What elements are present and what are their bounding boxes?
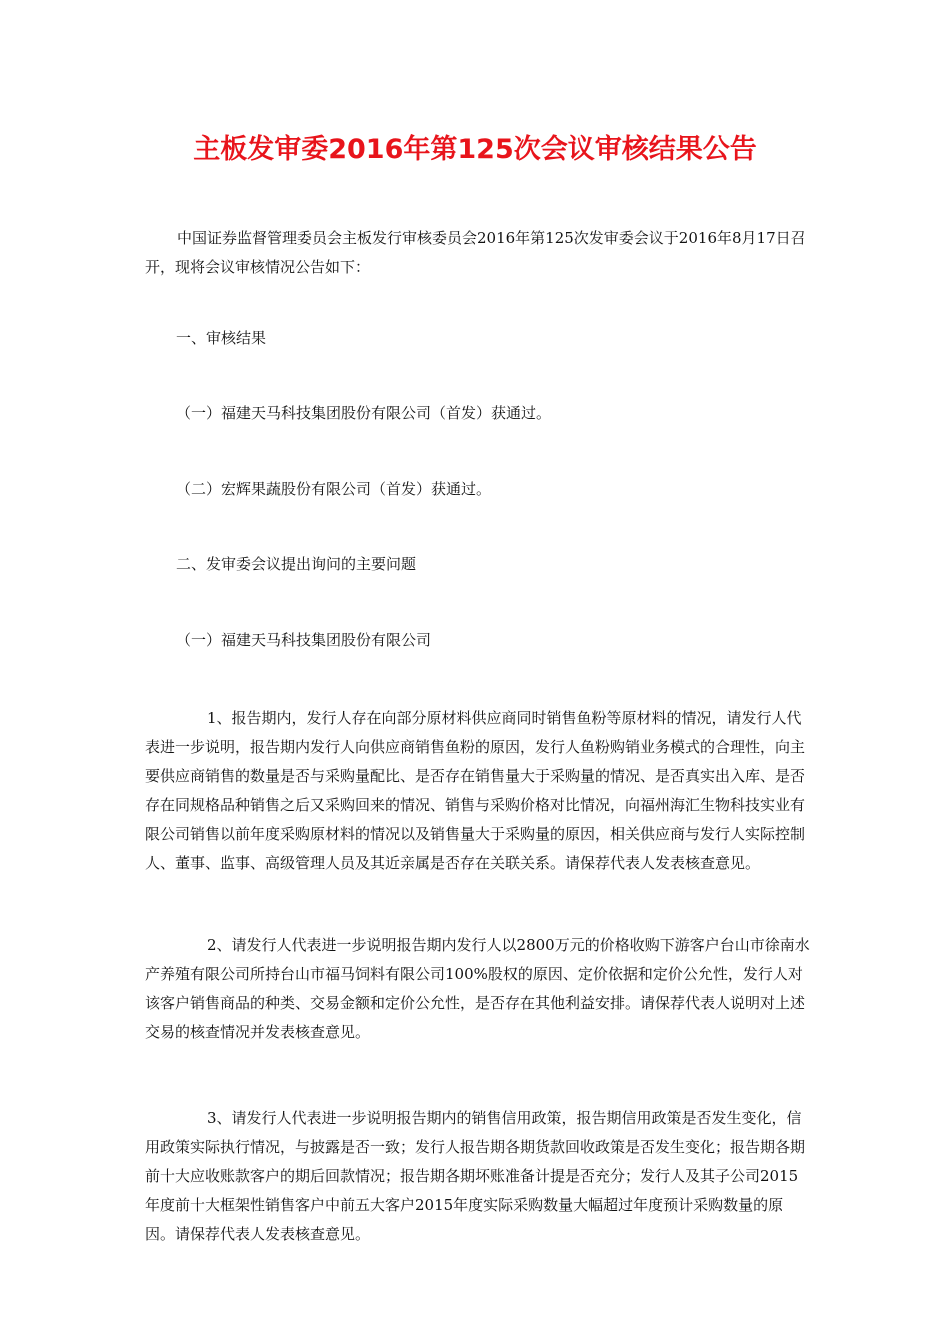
question-paragraph-1: 1、报告期内，发行人存在向部分原材料供应商同时销售鱼粉等原材料的情况，请发行人代表进一步说明，报告期内发行人向供应商销售鱼粉的原因，发行人鱼粉购销业务模式的合理性，向主要供应商销售的数量是否与采购量配比、是否存在销售量大于采购量的情况、是否真实出入库、是否存在同规格品种销售之后又采购回来的情况、销售与采购价格对比情况，向福州海汇生物科技实业有限公司销售以前年度采购原材料的情况以及销售量大于采购量的原因，相关供应商与发行人实际控制人、董事、监事、高级管理人员及其近亲属是否存在关联关系。请保荐代表人发表核查意见。 — [145, 709, 806, 872]
review-result-item-1: （一）福建天马科技集团股份有限公司（首发）获通过。 — [176, 404, 552, 422]
question-paragraph-3: 3、请发行人代表进一步说明报告期内的销售信用政策，报告期信用政策是否发生变化，信用政策实际执行情况，与披露是否一致；发行人报告期各期货款回收政策是否发生变化；报告期各期前十大应收账款客户的期后回款情况；报告期各期坏账准备计提是否充分；发行人及其子公司2015年度前十大框架性销售客户中前五大客户2015年度实际采购数量大幅超过年度预计采购数量的原因。请保荐代表人发表核查意见。 — [145, 1109, 806, 1243]
review-result-item-2: （二）宏辉果蔬股份有限公司（首发）获通过。 — [176, 480, 492, 498]
section-heading-main-questions: 二、发审委会议提出询问的主要问题 — [176, 555, 417, 573]
document-title: 主板发审委2016年第125次会议审核结果公告 — [193, 134, 757, 165]
question-paragraph-2: 2、请发行人代表进一步说明报告期内发行人以2800万元的价格收购下游客户台山市徐南水产养殖有限公司所持台山市福马饲料有限公司100%股权的原因、定价依据和定价公允性，发行人对该客户销售商品的种类、交易金额和定价公允性，是否存在其他利益安排。请保荐代表人说明对上述交易的核查情况并发表核查意见。 — [145, 936, 810, 1041]
intro-paragraph: 中国证券监督管理委员会主板发行审核委员会2016年第125次发审委会议于2016年8月17日召开，现将会议审核情况公告如下： — [145, 229, 806, 276]
section-heading-review-results: 一、审核结果 — [176, 329, 267, 347]
company-heading: （一）福建天马科技集团股份有限公司 — [176, 631, 432, 649]
